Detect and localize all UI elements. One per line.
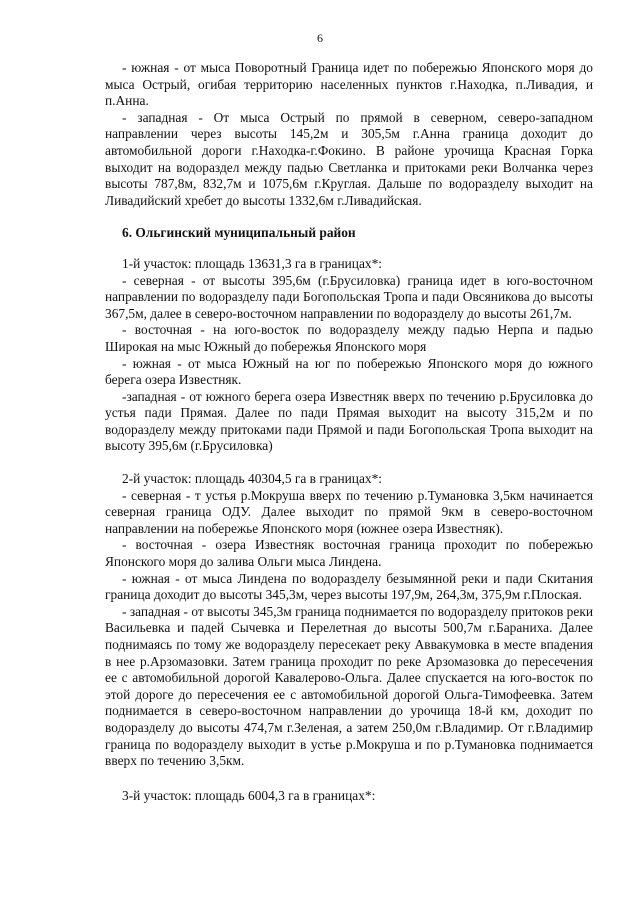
- spacer: [105, 770, 593, 788]
- section2-title: 2-й участок: площадь 40304,5 га в границах*:: [122, 471, 382, 487]
- page-number: 6: [317, 31, 323, 45]
- section2-paragraph: - южная - от мыса Линдена по водоразделу безымянной реки и пади Скитания граница доходит до высоты 345,3м, через высоты 197,9м, 264,3м, 375,9м г.Плоская.: [105, 570, 593, 603]
- section3-title: 3-й участок: площадь 6004,3 га в границах*:: [122, 787, 376, 803]
- section2-paragraph: - западная - от высоты 345,3м граница поднимается по водоразделу притоков реки Васильевка и падей Сычевка и Перелетная до высоты 500,7м г.Бараниха. Далее поднимаясь по тому же водоразделу пересекает реку Аввакумовка в месте впадения в нее р.Арзомазовки. Затем граница проходит по реке Арзомазовка до пересечения ее с автомобильной дорогой Кавалерово-Ольга. Далее спускается на юго-восток по этой дороге до пересечения ее с автомобильной дорогой Ольга-Тимофеевка. Затем поднимается в северо-восточном направлении до урочища 18-й км, доходит по водоразделу до высоты 474,7м г.Зеленая, а затем 250,0м г.Владимир. От г.Владимир граница по водоразделу выходит в устье р.Мокруша и по р.Тумановка поднимается вверх по течению 3,5км.: [105, 603, 593, 769]
- section2-paragraph: - восточная - озера Известняк восточная граница проходит по побережью Японского моря до залива Ольги мыса Линдена.: [105, 537, 593, 570]
- section-heading: 6. Ольгинский муниципальный район: [122, 225, 356, 241]
- section1-paragraph: - южная - от мыса Южный на юг по побережью Японского моря до южного берега озера Известняк.: [105, 355, 593, 388]
- section1-title: 1-й участок: площадь 13631,3 га в границах*:: [122, 255, 382, 271]
- intro-paragraph-south: - южная - от мыса Поворотный Граница идет по побережью Японского моря до мыса Острый, огибая территорию населенных пунктов г.Находка, п.Ливадия, и п.Анна.: [105, 60, 593, 109]
- section1-paragraph: -западная - от южного берега озера Известняк вверх по течению р.Брусиловка до устья пади Прямая. Далее по пади Прямая выходит на высоту 315,2м и по водоразделу между притоками пади Прямой и пади Богопольская Тропа выходит на высоту 395,6м (г.Брусиловка): [105, 388, 593, 454]
- section2-paragraph: - северная - т устья р.Мокруша вверх по течению р.Тумановка 3,5км начинается северная граница ОДУ. Далее выходит по прямой 9км в северо-восточном направлении на побережье Японского моря (южнее озера Известняк).: [105, 487, 593, 536]
- intro-paragraph-west: - западная - От мыса Острый по прямой в северном, северо-западном направлении через высоты 145,2м и 305,5м г.Анна граница доходит до автомобильной дороги г.Находка-г.Фокино. В районе урочища Красная Горка выходит на водораздел между падью Светланка и притоками реки Волчанка через высоты 787,8м, 832,7м и 1075,6м г.Круглая. Дальше по водоразделу выходит на Ливадийский хребет до высоты 1332,6м г.Ливадийская.: [105, 109, 593, 208]
- document-body: [105, 60, 593, 804]
- spacer: [105, 455, 593, 471]
- section1-paragraph: - восточная - на юго-восток по водоразделу между падью Нерпа и падью Широкая на мыс Южный до побережья Японского моря: [105, 322, 593, 354]
- section1-paragraph: - северная - от высоты 395,6м (г.Брусиловка) граница идет в юго-восточном направлении по водоразделу пади Богопольская Тропа и пади Овсяникова до высоты 367,5м, далее в северо-восточном направлении по водоразделу до высоты 261,7м.: [105, 272, 593, 321]
